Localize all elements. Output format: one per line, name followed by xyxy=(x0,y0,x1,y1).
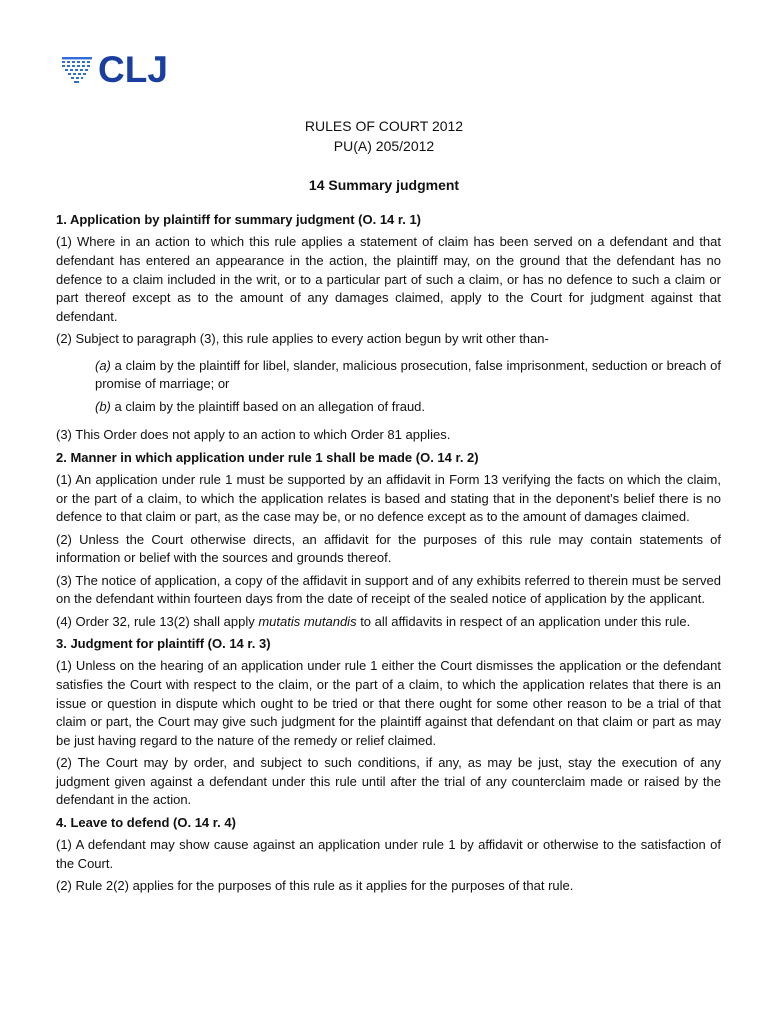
list-item-text: a claim by the plaintiff for libel, slander, malicious prosecution, false imprisonment, seduction or breach of promise of marriage; or xyxy=(95,357,721,392)
rule-heading: 3. Judgment for plaintiff (O. 14 r. 3) xyxy=(56,636,271,652)
list-item xyxy=(95,398,721,417)
paragraph: (2) Subject to paragraph (3), this rule applies to every action begun by writ other than- xyxy=(56,331,549,347)
rule-heading: 2. Manner in which application under rule 1 shall be made (O. 14 r. 2) xyxy=(56,449,479,465)
list-marker: (b) xyxy=(95,398,111,414)
paragraph: (1) Unless on the hearing of an application under rule 1 either the Court dismisses the application or the defendant satisfies the Court with respect to the claim, or the part of a claim, to which the application relates that there is an issue or question in dispute which ought to be tried or that there ought for some other reason to be a trial of that claim or part, the Court may give such judgment for the plaintiff against that defendant on that claim or part as may be just having regard to the nature of the remedy or relief claimed. xyxy=(56,658,721,748)
paragraph-text: (4) Order 32, rule 13(2) shall apply xyxy=(56,613,259,629)
paragraph: (2) Unless the Court otherwise directs, an affidavit for the purposes of this rule may contain statements of information or belief with the sources and grounds thereof. xyxy=(56,531,721,566)
clj-logo xyxy=(60,50,168,90)
clj-emblem-icon xyxy=(60,53,94,87)
list-item xyxy=(95,357,721,394)
logo-text: CLJ xyxy=(98,49,168,90)
title-line-2: PU(A) 205/2012 xyxy=(333,138,435,154)
rule-heading: 1. Application by plaintiff for summary judgment (O. 14 r. 1) xyxy=(56,212,422,227)
paragraph: (3) This Order does not apply to an action to which Order 81 applies. xyxy=(56,427,451,443)
paragraph: (2) The Court may by order, and subject to such conditions, if any, as may be just, stay the execution of any judgment given against a defendant under this rule until after the trial of any counterclaim made or raised by the defendant in the action. xyxy=(56,755,721,808)
paragraph-text: to all affidavits in respect of an application under this rule. xyxy=(356,613,691,629)
chapter-heading: 14 Summary judgment xyxy=(308,177,460,193)
list-marker: (a) xyxy=(95,357,111,373)
document-body xyxy=(56,211,721,900)
rule-heading: 4. Leave to defend (O. 14 r. 4) xyxy=(56,814,236,830)
paragraph: (3) The notice of application, a copy of the affidavit in support and of any exhibits referred to therein must be served on the defendant within fourteen days from the date of receipt of the sealed notice of application by the applicant. xyxy=(56,572,721,607)
paragraph: (1) An application under rule 1 must be supported by an affidavit in Form 13 verifying the facts on which the claim, or the part of a claim, to which the application relates is based and stating that in the deponent's belief there is no defence to that claim or part, as the case may be, or no defence except as to the amount of damages claimed. xyxy=(56,472,721,525)
paragraph xyxy=(56,613,721,632)
list-item-text: a claim by the plaintiff based on an allegation of fraud. xyxy=(110,398,426,414)
document-title xyxy=(0,116,768,195)
paragraph: (2) Rule 2(2) applies for the purposes of this rule as it applies for the purposes of that rule. xyxy=(56,878,574,894)
exception-list xyxy=(56,357,721,417)
title-line-1: RULES OF COURT 2012 xyxy=(304,118,464,134)
latin-phrase: mutatis mutandis xyxy=(258,613,357,629)
paragraph: (1) Where in an action to which this rule applies a statement of claim has been served on a defendant and that defendant has entered an appearance in the action, the plaintiff may, on the ground that the defendant has no defence to a claim included in the writ, or to a particular part of such a claim, or has no defence to such a claim or part thereof except as to the amount of any damages claimed, apply to the Court for judgment against that defendant. xyxy=(56,234,721,324)
paragraph: (1) A defendant may show cause against an application under rule 1 by affidavit or otherwise to the satisfaction of the Court. xyxy=(56,837,721,871)
